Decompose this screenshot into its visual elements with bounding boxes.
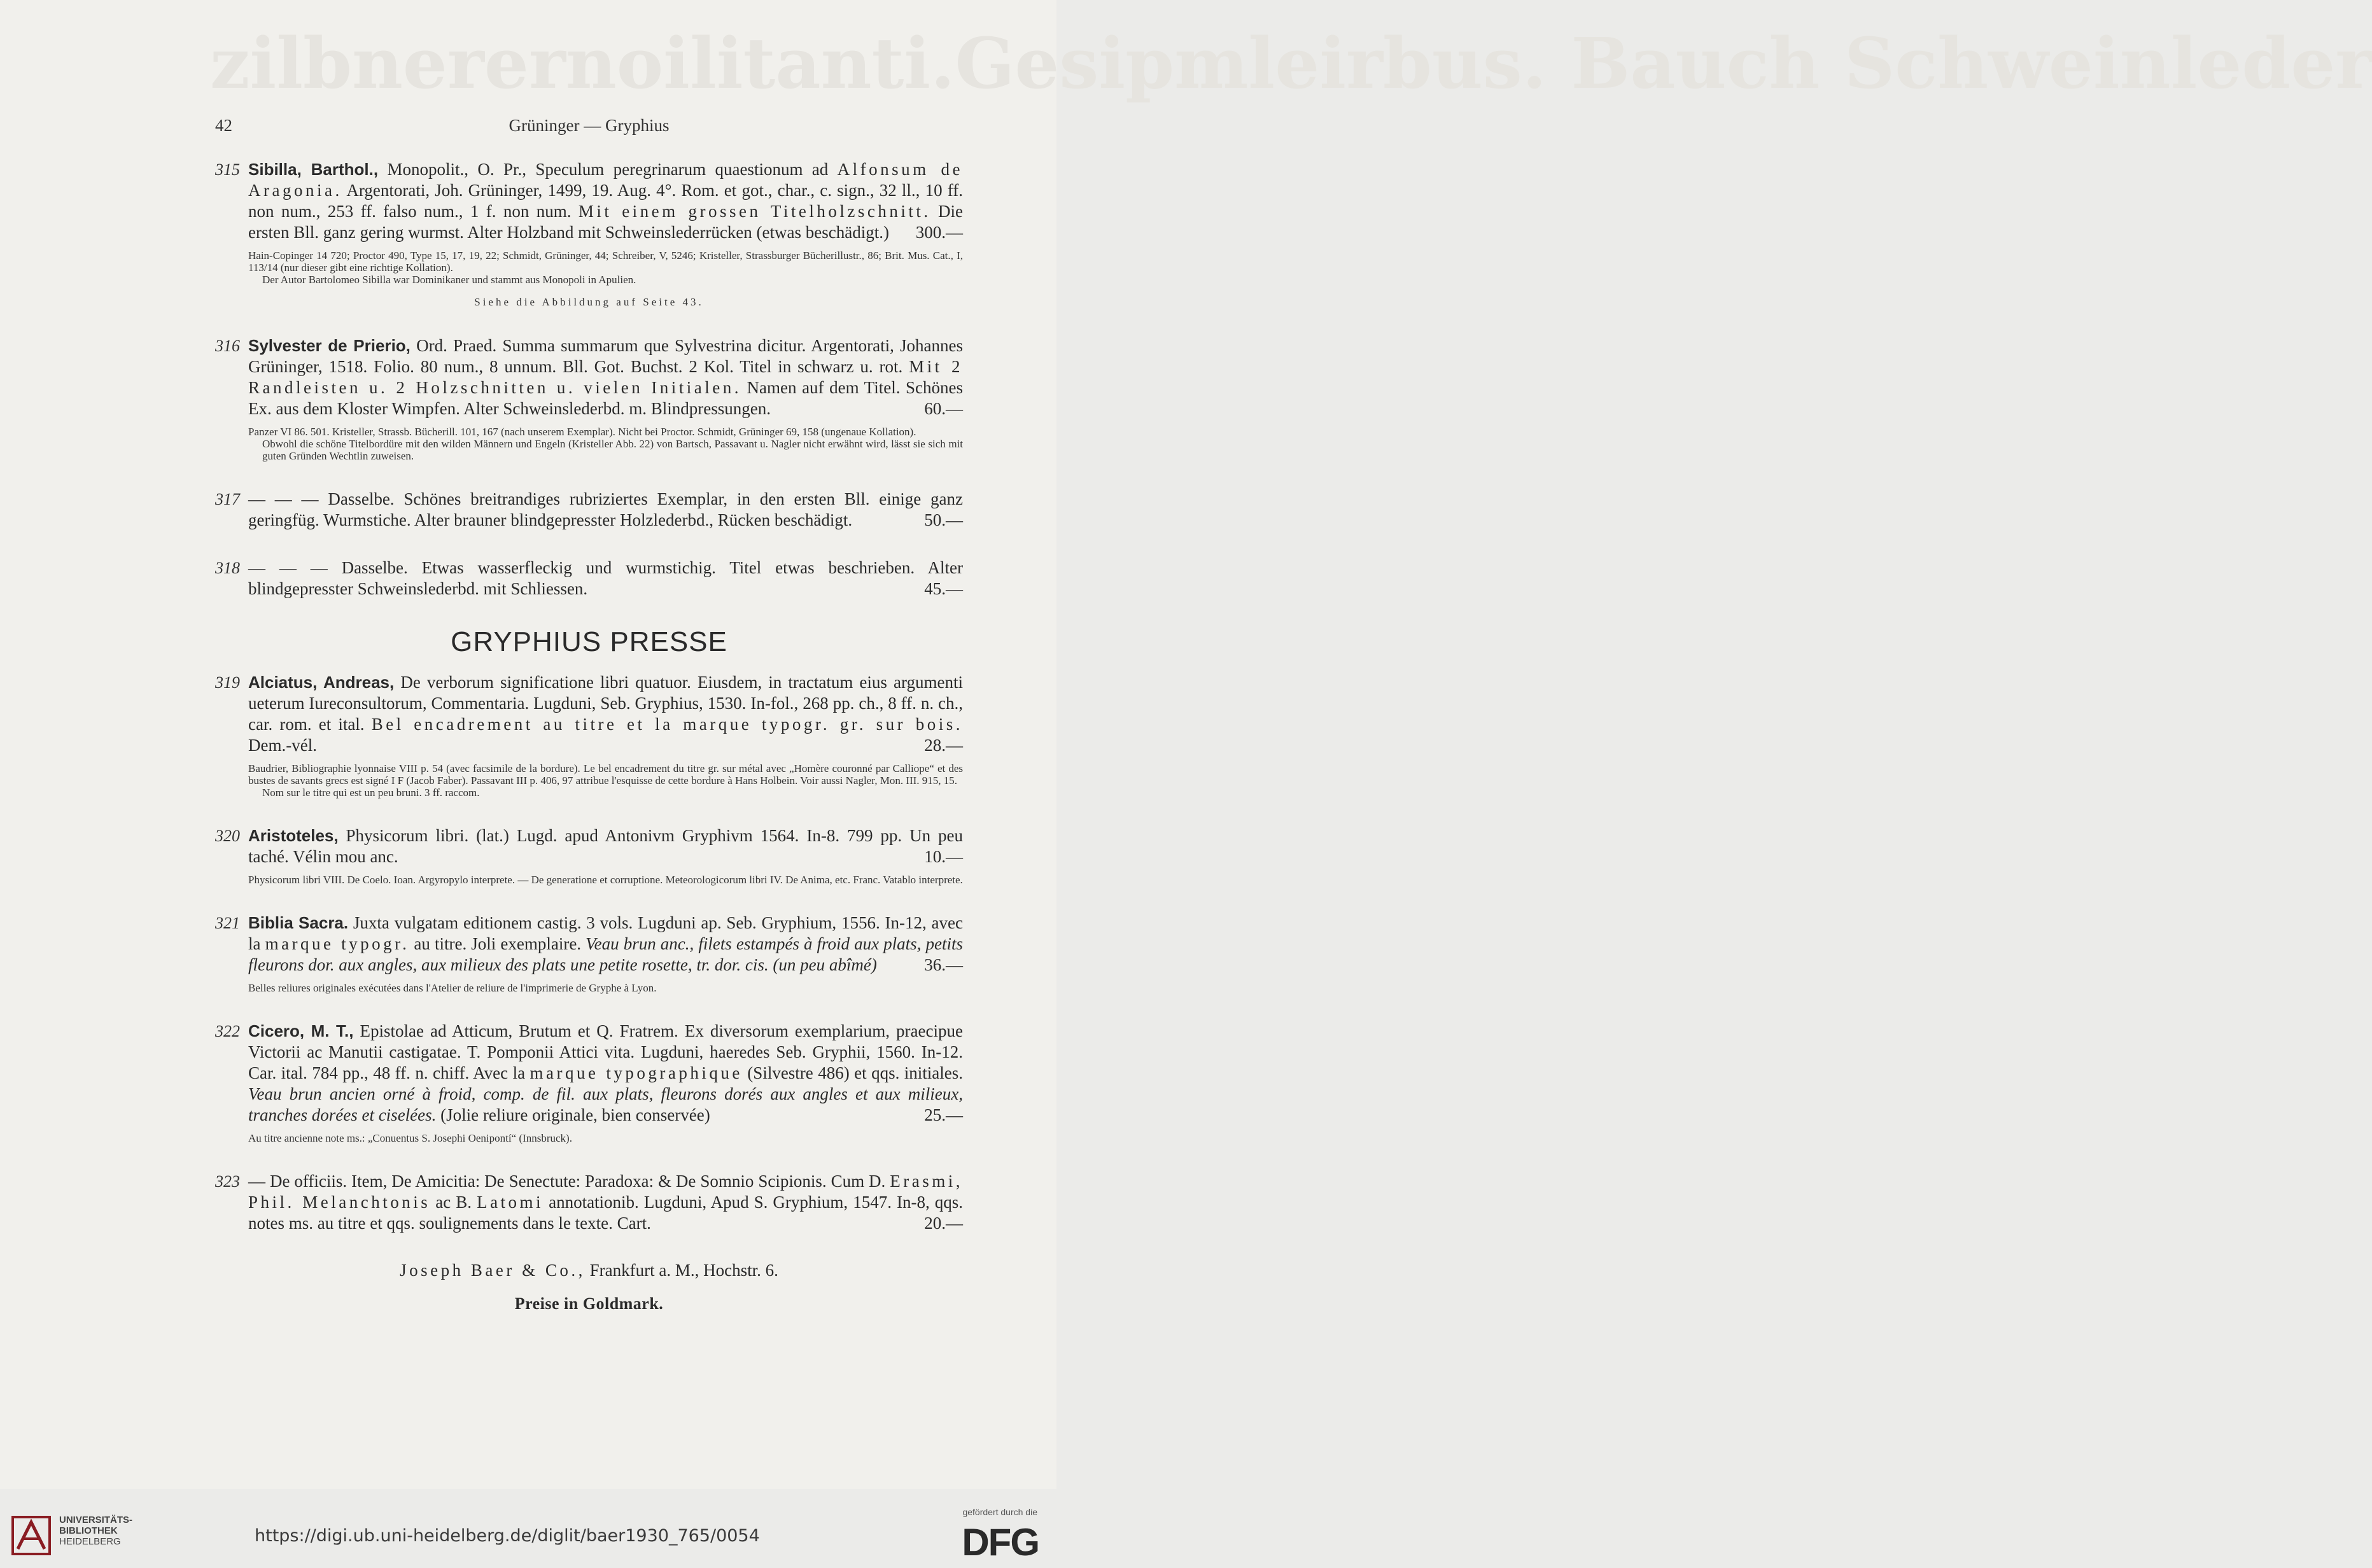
entries-gryphius [215, 672, 963, 1234]
page-number: 42 [215, 116, 232, 135]
bibliographic-note: Panzer VI 86. 501. Kristeller, Strassb. Bücherill. 101, 167 (nach unserem Exemplar). Nicht bei Proctor. Schmidt, Grüninger 69, 158 (ungenaue Kollation). [248, 426, 916, 438]
entry-number: 321 [215, 914, 240, 932]
spaced-emphasis: Mit einem grossen Titelholzschnitt. [578, 202, 931, 221]
entry-number: 316 [215, 337, 240, 355]
spaced-emphasis: Mit 2 Randleisten u. 2 Holzschnitten u. vielen Initialen. [248, 357, 963, 397]
entry-text: Argentorati, Joh. Grüninger, 1499, 19. Aug. 4°. Rom. et got., char., c. sign., 32 ll., 10 ff. non num., 253 ff. falso num., 1 f. non num. [248, 181, 963, 221]
publisher-name: Joseph Baer & Co., [400, 1261, 586, 1280]
publisher-address [215, 1261, 963, 1280]
entry-author: Alciatus, Andreas, [248, 673, 395, 692]
entry-price: 300.— [915, 223, 963, 242]
dfg-logo[interactable]: DFG [962, 1521, 1039, 1564]
entry-description [248, 489, 963, 531]
entry-text: Namen auf dem Titel. Schönes Ex. aus dem Kloster Wimpfen. Alter Schweinslederbd. m. Blindpressungen. [248, 378, 963, 418]
library-line-3: HEIDELBERG [59, 1536, 121, 1547]
bibliographic-note: Hain-Copinger 14 720; Proctor 490, Type 15, 17, 19, 22; Schmidt, Grüninger, 44; Schreiber, V, 5246; Kristeller, Strassburger Bücherillustr., 86; Brit. Mus. Cat., I, 113/14 (nur dieser gibt eine richtige Kollation). [248, 249, 963, 274]
entry-description [248, 1021, 963, 1126]
entry-price: 60.— [924, 399, 963, 418]
entry-price: 25.— [924, 1105, 963, 1124]
bibliographic-note: Physicorum libri VIII. De Coelo. Ioan. Argyropylo interprete. — De generatione et corruptione. Meteorologicorum libri IV. De Anima, etc. Franc. Vatablo interprete. [248, 874, 963, 886]
bleed-through-text: zilbnerernoilitanti.Gesipmleirbus. Bauch Schweinleder [210, 22, 2372, 104]
entry-description [248, 335, 963, 419]
entry-text: — De officiis. Item, De Amicitia: De Senectute: Paradoxa: & De Somnio Scipionis. Cum D. [248, 1172, 890, 1191]
entry-author: Sibilla, Barthol., [248, 160, 379, 179]
entry-text: annotationib. Lugduni, Apud S. Gryphium, 1547. In-8, qqs. notes ms. au titre et qqs. soulignements dans le texte. Cart. [248, 1193, 963, 1233]
entry-text: Dem.-vél. [248, 736, 317, 755]
see-illustration-note: Siehe die Abbildung auf Seite 43. [474, 296, 704, 308]
catalog-entry [215, 672, 963, 799]
entry-text: Die ersten Bll. ganz gering wurmst. Alter Holzband mit Schweinslederrücken (etwas beschädigt.) [248, 202, 963, 242]
spaced-emphasis: marque typographique [530, 1063, 743, 1082]
catalog-entry [215, 1021, 963, 1144]
bibliographic-note: Nom sur le titre qui est un peu bruni. 3 ff. raccom. [262, 787, 480, 799]
catalog-entry [215, 159, 963, 309]
catalog-entry [215, 1171, 963, 1234]
entry-price: 28.— [924, 736, 963, 755]
funded-by-label: gefördert durch die [962, 1507, 1037, 1517]
spaced-emphasis: Alfonsum de Aragonia. [248, 160, 964, 200]
bibliographic-note: Belles reliures originales exécutées dans l'Atelier de reliure de l'imprimerie de Gryphe à Lyon. [248, 982, 657, 994]
catalog-entry [215, 557, 963, 599]
entry-text: ac B. [430, 1193, 477, 1212]
entry-price: 36.— [924, 955, 963, 974]
entry-number: 317 [215, 490, 240, 508]
entry-text: Physicorum libri. (lat.) Lugd. apud Antonivm Gryphivm 1564. In-8. 799 pp. Un peu taché. Vélin mou anc. [248, 826, 963, 866]
entry-number: 319 [215, 673, 240, 692]
spaced-emphasis: marque typogr. [265, 934, 410, 953]
binding-description: Veau brun ancien orné à froid, comp. de fil. aux plats, fleurons dorés aux angles et aux milieux, tranches dorées et ciselées. [248, 1084, 963, 1124]
library-line-2: BIBLIOTHEK [59, 1525, 118, 1536]
catalog-entry [215, 335, 963, 462]
entry-price: 50.— [924, 510, 963, 529]
entry-author: Biblia Sacra. [248, 913, 349, 932]
entries-grueninger [215, 159, 963, 599]
entry-text: Monopolit., O. Pr., Speculum peregrinarum quaestionum ad [378, 160, 838, 179]
running-title: Grüninger — Gryphius [509, 116, 670, 135]
entry-text: Epistolae ad Atticum, Brutum et Q. Fratrem. Ex diversorum exemplarium, praecipue Victorii ac Manutii castigatae. T. Pomponii Attici vita. Lugduni, haeredes Seb. Gryphii, 1560. In-12. Car. ital. 784 pp., 48 ff. n. chiff. Avec la [248, 1021, 963, 1082]
entry-description [248, 825, 963, 867]
bibliographic-note: Der Autor Bartolomeo Sibilla war Dominikaner und stammt aus Monopoli in Apulien. [262, 274, 636, 286]
library-line-1: UNIVERSITÄTS- [59, 1515, 133, 1525]
entry-description [248, 557, 963, 599]
catalog-entry [215, 489, 963, 531]
entry-text: De verborum significatione libri quatuor. Eiusdem, in tractatum eius argumenti ueterum Iureconsultorum, Commentaria. Lugduni, Seb. Gryphius, 1530. In-fol., 268 pp. ch., 8 ff. n. ch., car. rom. et ital. [248, 673, 963, 734]
spaced-emphasis: Latomi [477, 1193, 544, 1212]
entry-number: 323 [215, 1172, 240, 1191]
viewer-footer [0, 1489, 1056, 1568]
price-note: Preise in Goldmark. [514, 1294, 664, 1313]
entry-text: (Silvestre 486) et qqs. initiales. [742, 1063, 963, 1082]
university-seal-icon [9, 1513, 53, 1558]
entry-text: (Jolie reliure originale, bien conservée) [436, 1105, 710, 1124]
entry-description [248, 672, 963, 756]
entry-description [248, 159, 963, 243]
entry-number: 320 [215, 827, 240, 845]
spaced-emphasis: Erasmi, Phil. Melanchtonis [248, 1172, 963, 1212]
catalog-content [215, 159, 963, 1313]
entry-number: 315 [215, 160, 240, 179]
spaced-emphasis: Bel encadrement au titre et la marque typogr. gr. sur bois. [371, 715, 963, 734]
entry-author: Aristoteles, [248, 826, 339, 845]
entry-text: — — — Dasselbe. Schönes breitrandiges rubriziertes Exemplar, in den ersten Bll. einige ganz geringfüg. Wurmstiche. Alter brauner blindgepresster Holzlederbd., Rücken beschädigt. [248, 489, 963, 529]
entry-author: Sylvester de Prierio, [248, 336, 411, 355]
entry-price: 20.— [924, 1214, 963, 1233]
entry-author: Cicero, M. T., [248, 1021, 354, 1040]
entry-text: — — — Dasselbe. Etwas wasserfleckig und wurmstichig. Titel etwas beschrieben. Alter blindgepresster Schweinslederbd. mit Schliessen. [248, 558, 963, 598]
bibliographic-note: Obwohl die schöne Titelbordüre mit den wilden Männern und Engeln (Kristeller Abb. 22) von Bartsch, Passavant u. Nagler nicht erwähnt wird, lässt sie sich mit guten Gründen Wechtlin zuweisen. [262, 438, 963, 462]
entry-number: 322 [215, 1022, 240, 1040]
entry-number: 318 [215, 559, 240, 577]
library-name [59, 1515, 132, 1547]
entry-text: au titre. Joli exemplaire. [409, 934, 586, 953]
entry-description [248, 1171, 963, 1234]
publisher-location: Frankfurt a. M., Hochstr. 6. [585, 1261, 778, 1280]
entry-description [248, 913, 963, 976]
section-title: GRYPHIUS PRESSE [451, 626, 727, 657]
bibliographic-note: Au titre ancienne note ms.: „Conuentus S. Josephi Oenipontí“ (Innsbruck). [248, 1132, 572, 1144]
entry-text: Ord. Praed. Summa summarum que Sylvestrina dicitur. Argentorati, Johannes Grüninger, 1518. Folio. 80 num., 8 unnum. Bll. Got. Buchst. 2 Kol. Titel in schwarz u. rot. [248, 336, 963, 376]
catalog-entry [215, 913, 963, 994]
entry-text: Juxta vulgatam editionem castig. 3 vols. Lugduni ap. Seb. Gryphium, 1556. In-12, avec la [248, 913, 963, 953]
entry-price: 45.— [924, 579, 963, 598]
entry-price: 10.— [924, 847, 963, 866]
bibliographic-note: Baudrier, Bibliographie lyonnaise VIII p. 54 (avec facsimile de la bordure). Le bel encadrement du titre gr. sur métal avec „Homère couronné par Calliope“ et des bustes de savants grecs est signé I F (Jacob Faber). Passavant III p. 406, 97 attribue l'esquisse de cette bordure à Hans Holbein. Voir aussi Nagler, Mon. III. 915, 15. [248, 762, 963, 787]
permalink-url[interactable]: https://digi.ub.uni-heidelberg.de/diglit/baer1930_765/0054 [255, 1526, 760, 1546]
binding-description: Veau brun anc., filets estampés à froid aux plats, petits fleurons dor. aux angles, aux milieux des plats une petite rosette, tr. dor. cis. (un peu abîmé) [248, 934, 964, 974]
catalog-entry [215, 825, 963, 886]
